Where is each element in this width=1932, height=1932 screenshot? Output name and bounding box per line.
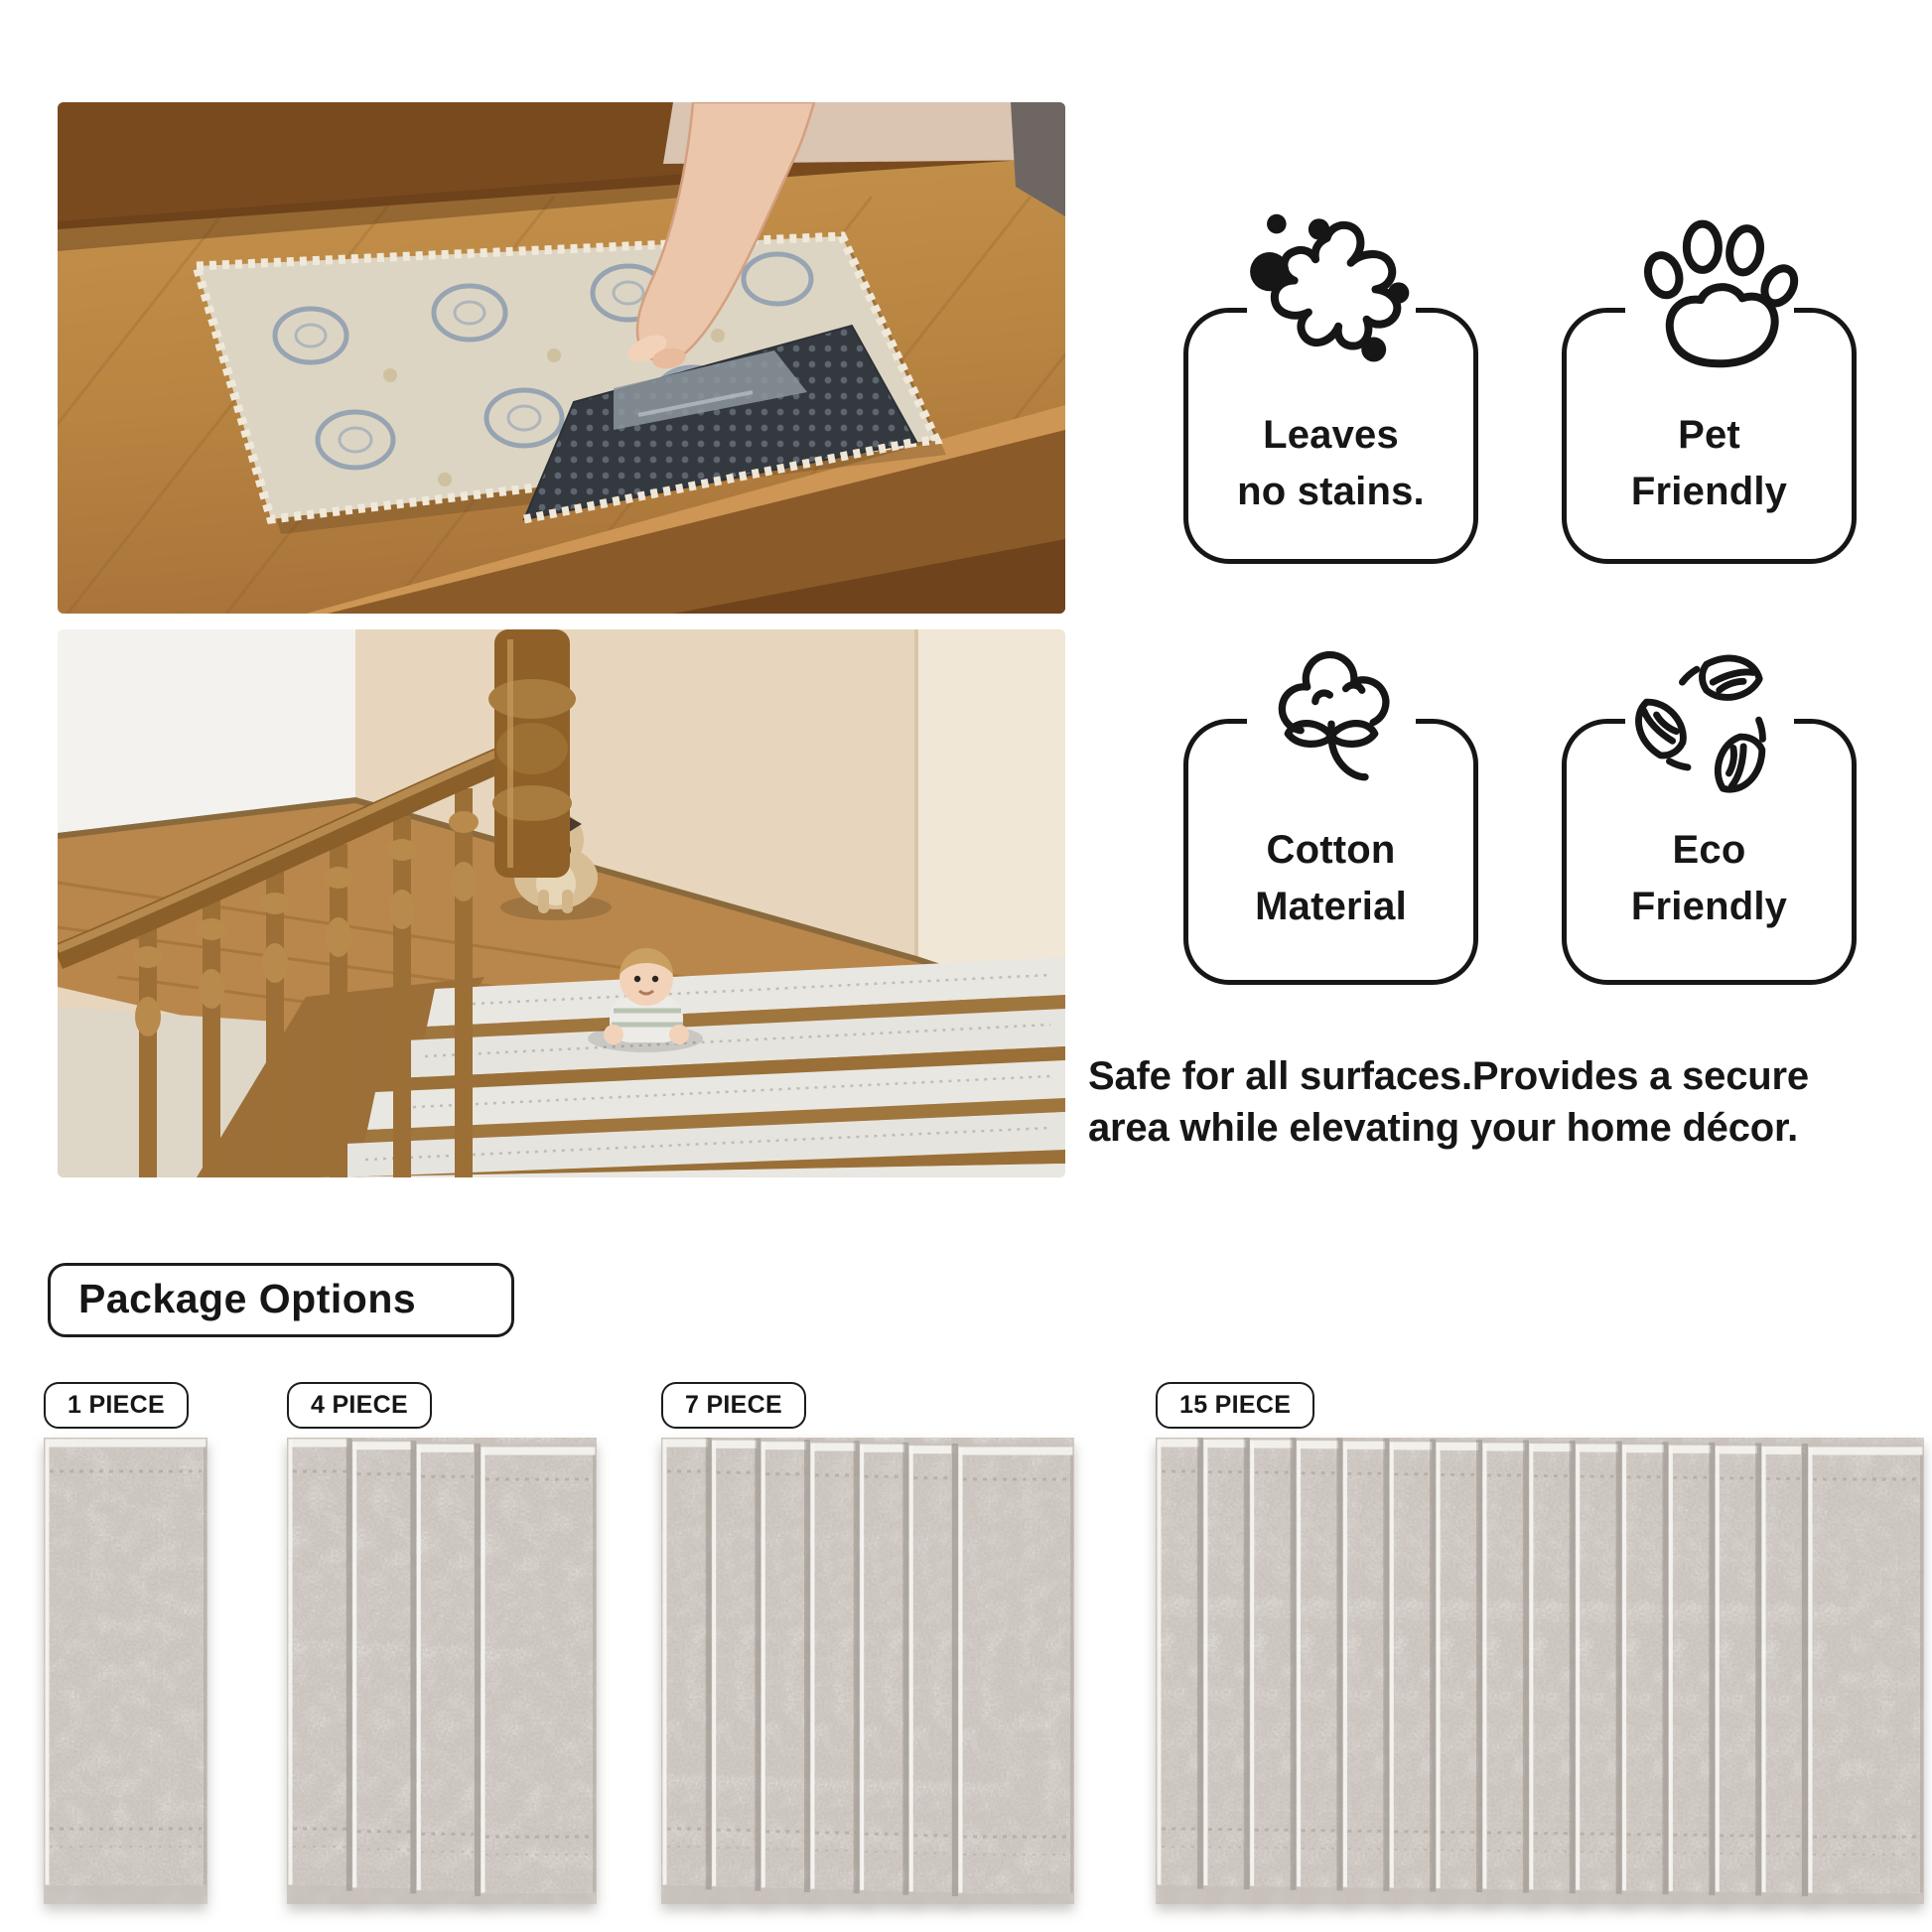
badge-label-line2: Friendly: [1630, 470, 1788, 514]
rug-stack-4-piece: [287, 1438, 597, 1904]
rug-stack-7-piece: [661, 1438, 1074, 1904]
feature-caption: [1088, 1050, 1932, 1154]
feature-badge-eco: [1562, 640, 1857, 985]
badge-label-line2: Material: [1255, 885, 1407, 929]
badge-label: [1562, 822, 1857, 935]
rug-stack-svg: [1156, 1438, 1924, 1904]
caption-line2: area while elevating your home décor.: [1088, 1106, 1799, 1150]
badge-label-line2: Friendly: [1630, 885, 1788, 929]
rug-grip-photo: [58, 102, 1065, 614]
package-option-label-7: 7 PIECE: [661, 1382, 806, 1429]
rug-stack-svg: [44, 1438, 207, 1904]
feature-badge-no-stains: [1183, 205, 1478, 564]
caption-line1: Safe for all surfaces.Provides a secure: [1088, 1054, 1809, 1098]
feature-badge-pet-friendly: [1562, 205, 1857, 564]
paw-icon: [1619, 205, 1800, 386]
rug-stack-svg: [661, 1438, 1074, 1904]
badge-label-line1: Cotton: [1266, 828, 1396, 873]
rug-stack-1-piece: [44, 1438, 207, 1904]
badge-label: [1562, 407, 1857, 520]
badge-label-line1: Eco: [1672, 828, 1746, 873]
package-option-label-1: 1 PIECE: [44, 1382, 189, 1429]
badge-label-line1: Leaves: [1263, 413, 1399, 458]
rug-stack-15-piece: [1156, 1438, 1924, 1904]
badge-label-line1: Pet: [1678, 413, 1740, 458]
rug-stack-svg: [287, 1438, 597, 1904]
feature-badge-cotton: [1183, 640, 1478, 985]
badge-label: [1183, 407, 1478, 520]
stairs-photo: [58, 629, 1065, 1177]
stain-splat-icon: [1241, 205, 1422, 386]
cotton-icon: [1249, 640, 1414, 806]
stairs-illustration: [58, 629, 1065, 1177]
package-option-label-15: 15 PIECE: [1156, 1382, 1314, 1429]
rug-grip-illustration: [58, 102, 1065, 614]
badge-label: [1183, 822, 1478, 935]
eco-leaves-icon: [1627, 640, 1792, 806]
package-option-label-4: 4 PIECE: [287, 1382, 432, 1429]
badge-label-line2: no stains.: [1237, 470, 1425, 514]
package-options-title: Package Options: [48, 1263, 514, 1337]
